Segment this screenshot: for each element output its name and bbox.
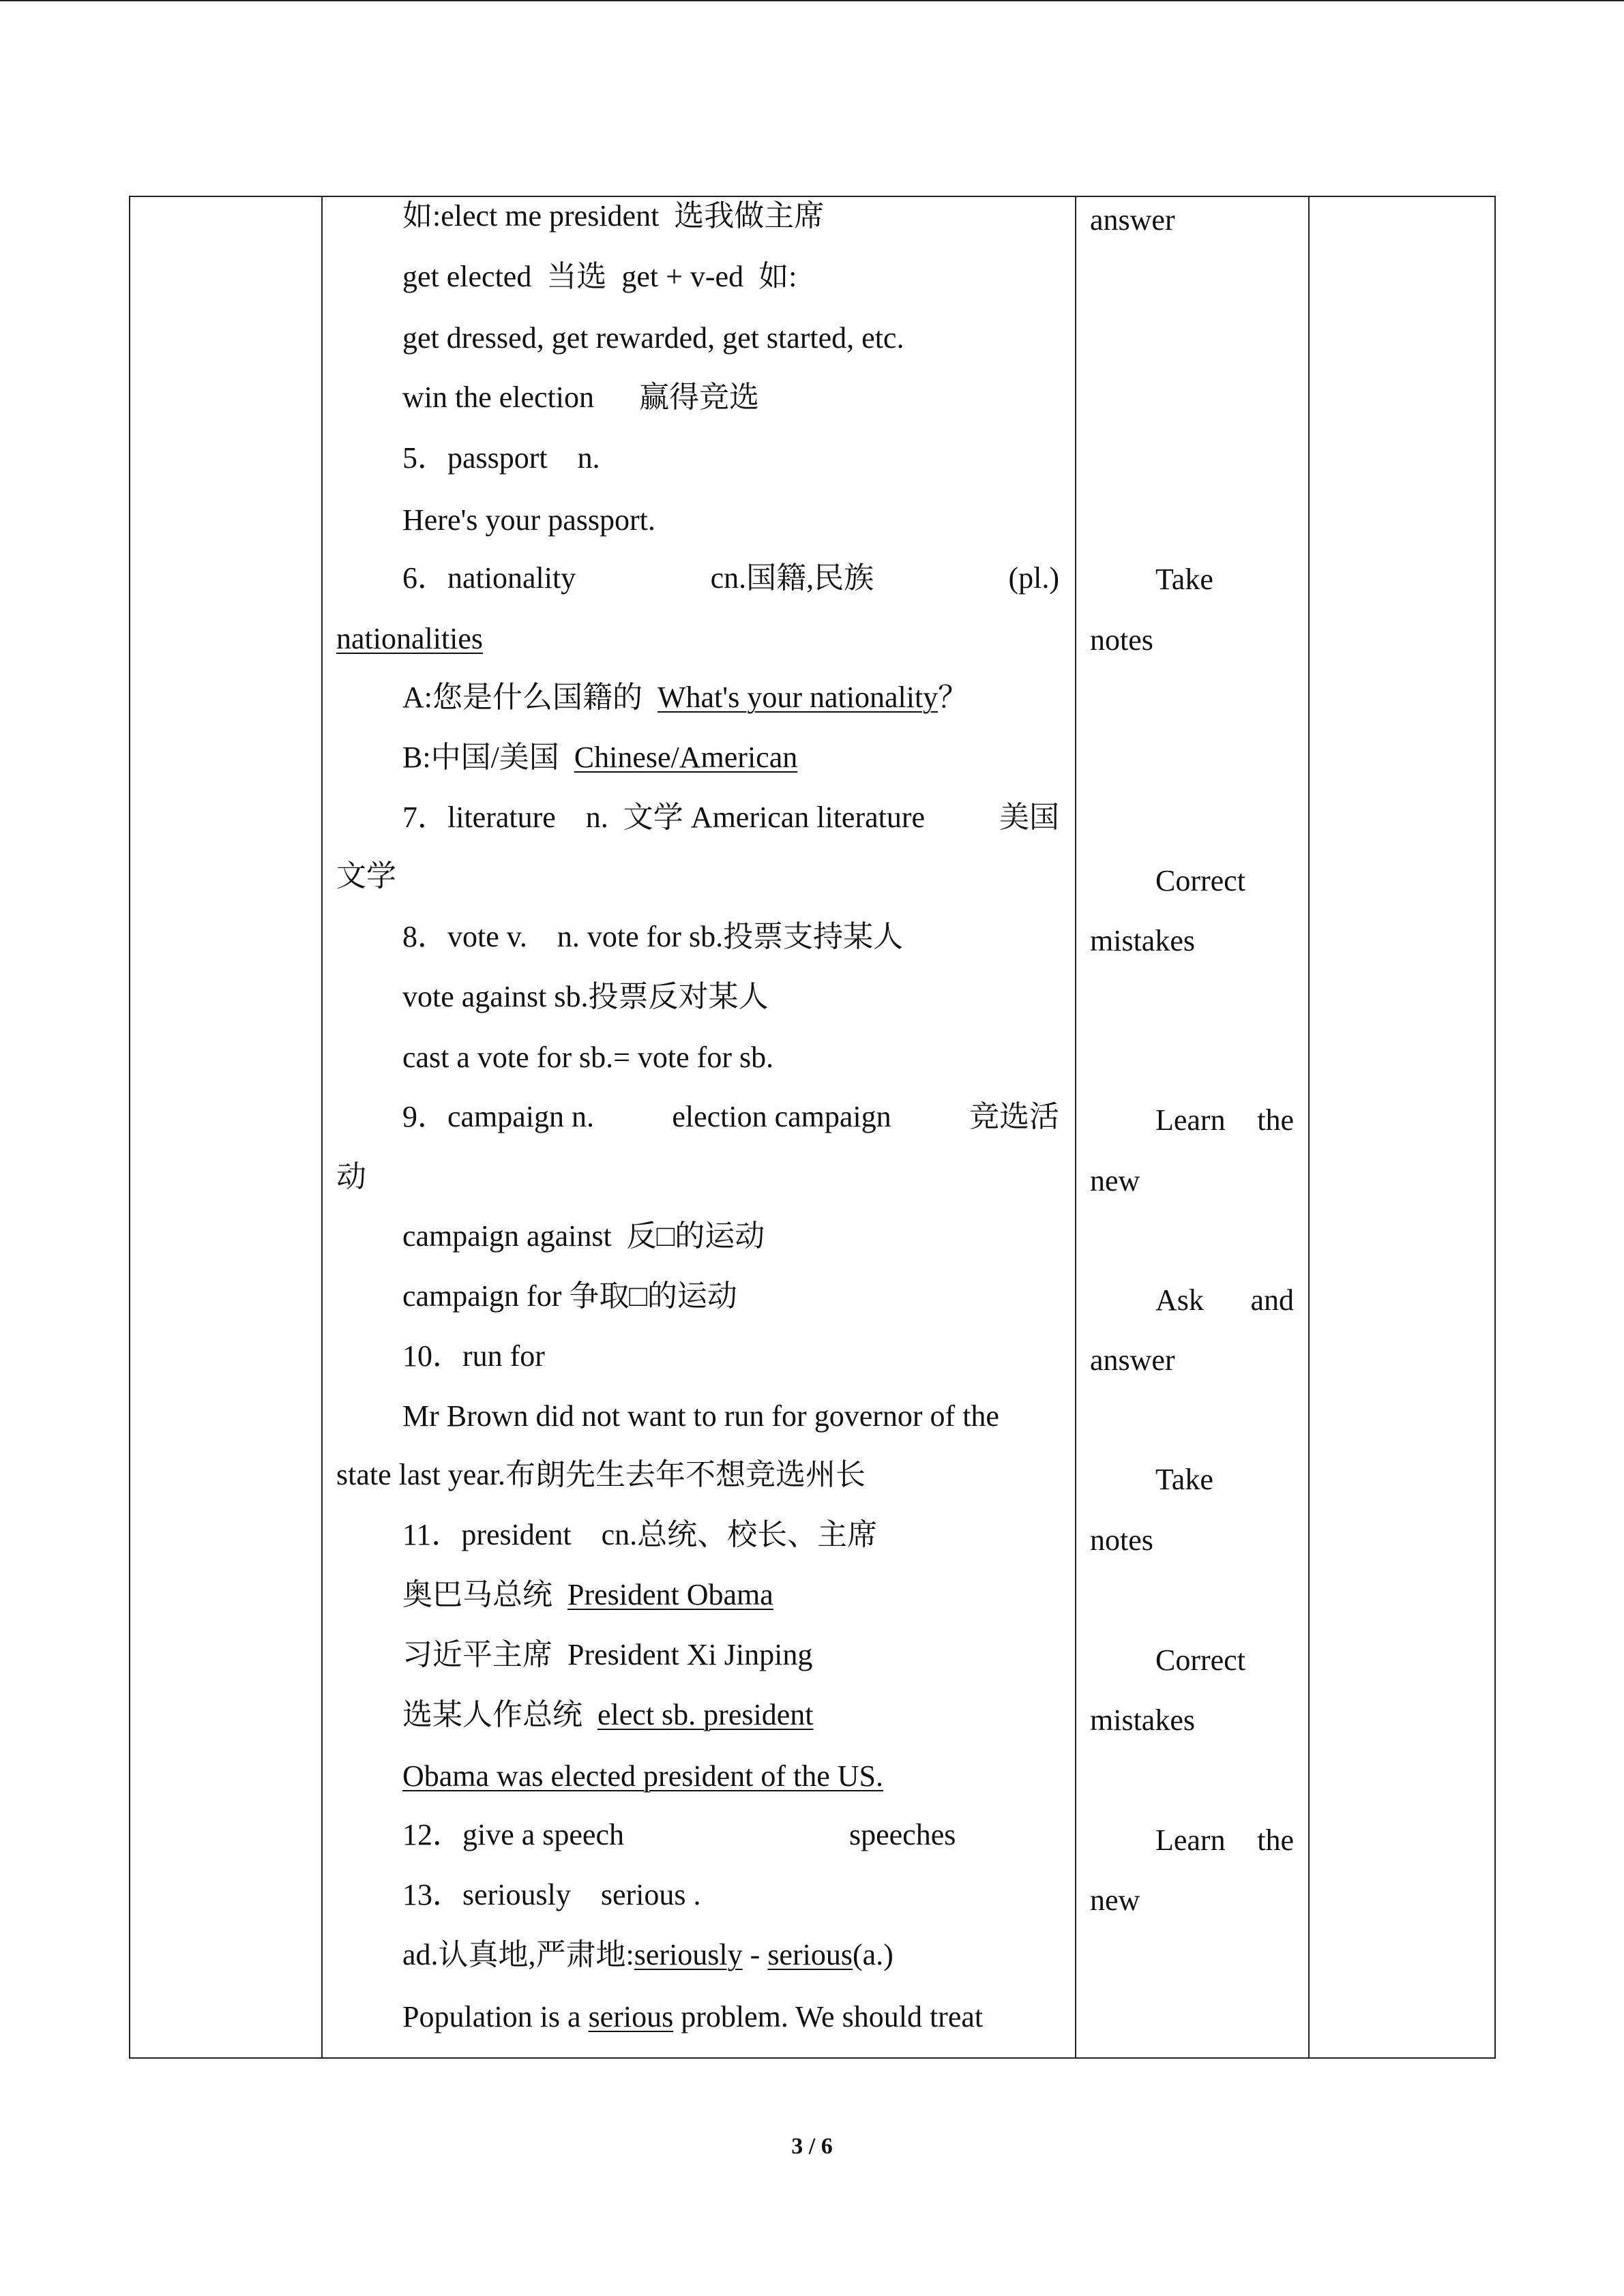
content-line bbox=[402, 1875, 701, 1915]
text-run: state last year.布朗先生去年不想竞选州长 bbox=[336, 1458, 866, 1491]
text-run: A:您是什么国籍的 bbox=[402, 681, 658, 714]
content-line bbox=[402, 1515, 877, 1555]
text-run: (pl.) bbox=[1008, 561, 1059, 595]
activity-label: Correct bbox=[1155, 1643, 1245, 1677]
content-line bbox=[402, 1276, 737, 1317]
text-run: campaign for 争取□的运动 bbox=[402, 1279, 737, 1313]
text-run: 选某人作总统 bbox=[402, 1698, 597, 1731]
underlined-answer: serious bbox=[588, 2000, 674, 2033]
text-run: the bbox=[1257, 1103, 1294, 1137]
text-run: 如:elect me president 选我做主席 bbox=[402, 199, 825, 233]
content-line bbox=[336, 618, 483, 659]
activity-label: mistakes bbox=[1090, 1703, 1195, 1737]
text-group bbox=[1008, 558, 1059, 599]
content-line bbox=[402, 1635, 812, 1675]
text-run: - bbox=[742, 1938, 768, 1971]
text-group bbox=[672, 1097, 891, 1137]
text-run: cast a vote for sb.= vote for sb. bbox=[402, 1041, 774, 1074]
underlined-answer: What's your nationality bbox=[658, 681, 939, 714]
content-line bbox=[402, 318, 904, 359]
activity-label: notes bbox=[1090, 623, 1153, 657]
text-run: 11．president cn.总统、校长、主席 bbox=[402, 1518, 878, 1551]
content-line bbox=[402, 377, 759, 418]
text-run: (a.) bbox=[852, 1938, 894, 1971]
text-run: get elected 当选 get + v-ed 如: bbox=[402, 260, 797, 293]
column-divider bbox=[1308, 197, 1310, 2057]
text-group bbox=[969, 1097, 1059, 1137]
underlined-answer: Chinese/American bbox=[574, 741, 798, 774]
text-run: 12．give a speech speeches bbox=[402, 1818, 956, 1851]
page-top-border bbox=[0, 0, 1624, 1]
activity-label: Take bbox=[1155, 563, 1213, 596]
activity-label: new bbox=[1090, 1883, 1140, 1917]
text-run: get dressed, get rewarded, get started, etc. bbox=[402, 321, 904, 355]
activity-label: new bbox=[1090, 1164, 1140, 1197]
content-line bbox=[402, 1815, 956, 1855]
text-run: 美国 bbox=[999, 801, 1059, 834]
content-line bbox=[336, 856, 396, 897]
text-run: B:中国/美国 bbox=[402, 741, 574, 774]
underlined-answer: President Obama bbox=[567, 1578, 773, 1611]
content-line bbox=[402, 196, 824, 237]
underlined-answer: seriously bbox=[634, 1938, 743, 1971]
content-line bbox=[402, 1997, 1059, 2038]
text-group bbox=[999, 797, 1059, 838]
underlined-answer: serious bbox=[767, 1938, 853, 1971]
activity-label: Take bbox=[1155, 1463, 1213, 1496]
text-run: 6．nationality bbox=[402, 561, 576, 595]
activity-label: answer bbox=[1090, 203, 1175, 237]
activity-label: answer bbox=[1090, 1343, 1175, 1377]
text-run: and bbox=[1250, 1283, 1294, 1317]
text-group bbox=[402, 1097, 594, 1137]
text-run: 习近平主席 President Xi Jinping bbox=[402, 1638, 813, 1671]
underlined-answer: nationalities bbox=[336, 622, 484, 655]
text-run: 5．passport n. bbox=[402, 441, 600, 475]
text-run: 竞选活 bbox=[969, 1100, 1059, 1133]
content-line bbox=[336, 1157, 366, 1197]
content-line bbox=[402, 558, 1059, 599]
content-line bbox=[402, 677, 968, 718]
activity-label bbox=[1155, 1280, 1294, 1321]
content-line bbox=[402, 1575, 773, 1615]
activity-label bbox=[1155, 1100, 1294, 1141]
text-run: vote against sb.投票反对某人 bbox=[402, 980, 769, 1013]
content-line bbox=[402, 737, 797, 778]
content-line bbox=[402, 256, 797, 297]
column-divider bbox=[1075, 197, 1076, 2057]
content-line bbox=[402, 1097, 1059, 1137]
content-line bbox=[402, 438, 600, 479]
underlined-answer: elect sb. president bbox=[597, 1698, 814, 1731]
text-run: 奥巴马总统 bbox=[402, 1578, 567, 1611]
activity-label bbox=[1155, 1820, 1294, 1861]
text-run: 动 bbox=[336, 1160, 366, 1193]
text-run: Learn bbox=[1155, 1103, 1226, 1137]
text-run: 8．vote v. n. vote for sb.投票支持某人 bbox=[402, 920, 904, 953]
activity-label: mistakes bbox=[1090, 924, 1195, 957]
text-group bbox=[402, 558, 576, 599]
content-line bbox=[402, 1216, 765, 1257]
content-line bbox=[402, 797, 1059, 838]
content-line bbox=[402, 1935, 894, 1976]
text-group bbox=[402, 797, 925, 838]
text-run: ？ bbox=[938, 681, 969, 714]
text-run: Ask bbox=[1155, 1283, 1204, 1317]
text-group bbox=[711, 558, 874, 599]
text-run: the bbox=[1257, 1823, 1294, 1857]
content-line bbox=[336, 1455, 866, 1495]
text-group bbox=[402, 1997, 983, 2038]
content-line bbox=[402, 1037, 773, 1078]
content-line bbox=[402, 1695, 813, 1735]
text-run: Learn bbox=[1155, 1823, 1226, 1857]
content-line bbox=[402, 1396, 1059, 1437]
text-run: win the election 赢得竞选 bbox=[402, 381, 760, 414]
activity-label: notes bbox=[1090, 1523, 1153, 1557]
text-run: 7．literature n. 文学 American literature bbox=[402, 801, 926, 834]
underlined-answer: Obama was elected president of the US. bbox=[402, 1759, 883, 1793]
text-run: problem. We should treat bbox=[673, 2000, 984, 2033]
text-run: Mr Brown did not want to run for governor of the bbox=[402, 1399, 999, 1433]
text-run: campaign against 反□的运动 bbox=[402, 1219, 765, 1253]
text-group bbox=[402, 1396, 999, 1437]
text-run: 10．run for bbox=[402, 1339, 545, 1373]
column-divider bbox=[321, 197, 323, 2057]
text-run: 9．campaign n. bbox=[402, 1100, 595, 1133]
activity-label: Correct bbox=[1155, 864, 1245, 897]
text-run: cn.国籍,民族 bbox=[710, 561, 874, 595]
text-run: 13．seriously serious . bbox=[402, 1878, 701, 1911]
content-line bbox=[402, 916, 903, 957]
content-line bbox=[402, 500, 655, 541]
page-number: 3 / 6 bbox=[791, 2134, 833, 2159]
content-line bbox=[402, 1756, 883, 1797]
content-line bbox=[402, 1336, 545, 1377]
text-run: 文学 bbox=[336, 859, 396, 893]
text-run: Population is a bbox=[402, 2000, 589, 2033]
text-run: ad.认真地,严肃地: bbox=[402, 1938, 634, 1971]
text-run: election campaign bbox=[672, 1100, 891, 1133]
content-line bbox=[402, 976, 769, 1017]
text-run: Here's your passport. bbox=[402, 503, 655, 537]
